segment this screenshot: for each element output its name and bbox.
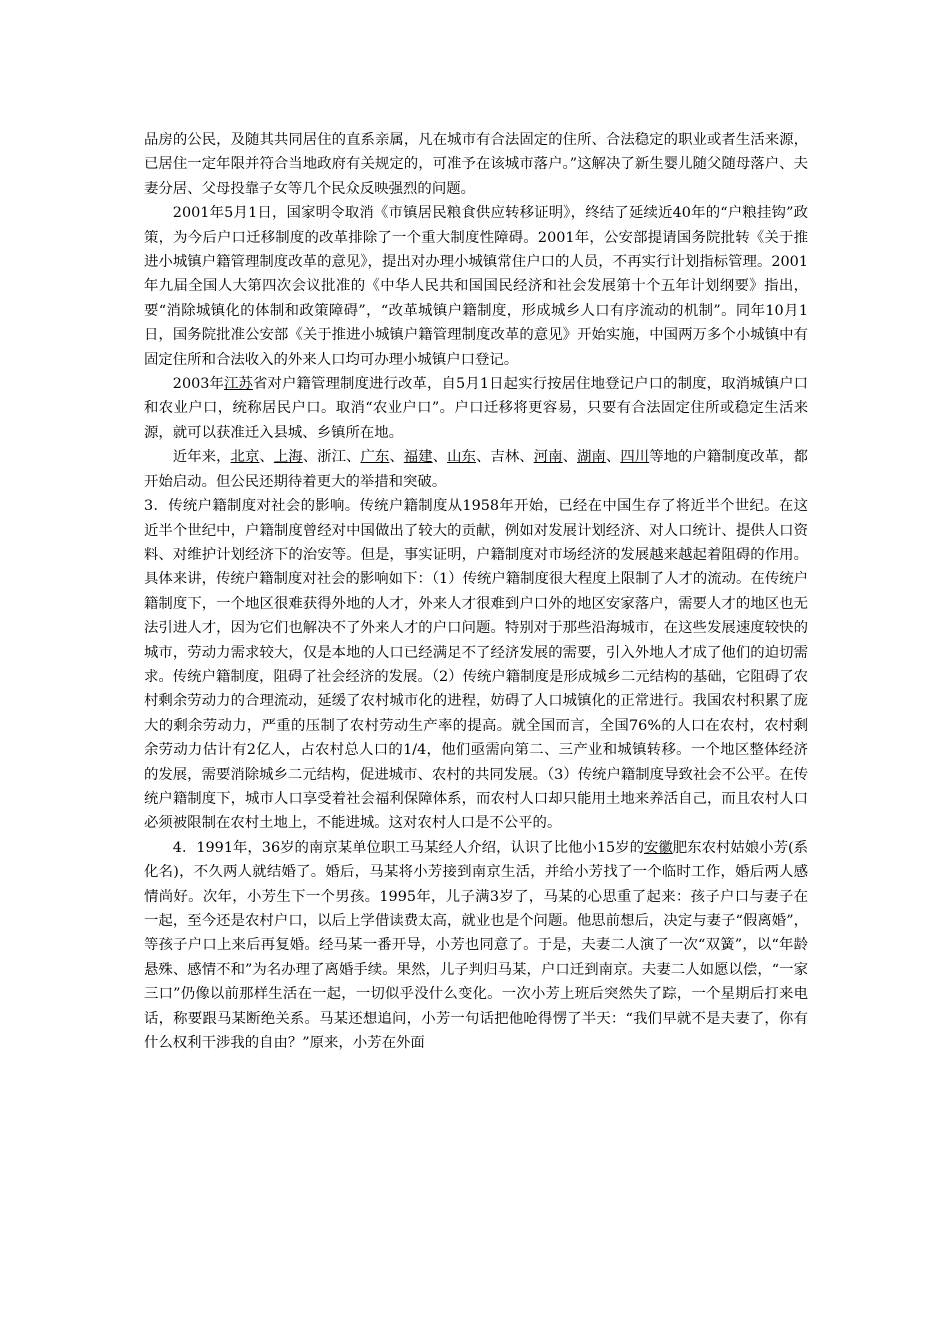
paragraph-3: [144, 372, 808, 445]
separator: 、: [259, 449, 274, 466]
text-jilin: 、吉林、: [475, 449, 534, 466]
link-guangdong[interactable]: 广东: [360, 449, 390, 466]
link-anhui[interactable]: 安徽: [643, 839, 673, 856]
separator: 、: [432, 449, 448, 466]
separator: 、: [605, 449, 621, 466]
paragraph-6-text-before: 4．1991年，36岁的南京某单位职工马某经人介绍，认识了比他小15岁的: [172, 839, 644, 856]
link-beijing[interactable]: 北京: [230, 449, 260, 466]
paragraph-4-intro: 近年来，: [172, 449, 231, 466]
paragraph-3-text-before: 2003年: [172, 376, 225, 393]
document-page: [144, 128, 808, 1055]
paragraph-4: [144, 445, 808, 494]
link-fujian[interactable]: 福建: [403, 449, 433, 466]
link-jiangsu[interactable]: 江苏: [224, 376, 254, 393]
paragraph-4-outro: 等地的户籍制度改革，都开始启动。但公民还期待着更大的举措和突破。: [144, 449, 808, 490]
separator: 、: [389, 449, 404, 466]
link-shanghai[interactable]: 上海: [273, 449, 303, 466]
link-sichuan[interactable]: 四川: [620, 449, 650, 466]
paragraph-6-text-after: 肥东农村姑娘小芳(系化名)，不久两人就结婚了。婚后，马某将小芳接到南京生活，并给小芳找了一个临时工作，婚后两人感情尚好。次年，小芳生下一个男孩。1995年，儿子满3岁了，马某的心思重了起来：孩子户口与妻子在一起，至今还是农村户口，以后上学借读费太高，就业也是个问题。他思前想后，决定与妻子“假离婚”，等孩子户口上来后再复婚。经马某一番开导，小芳也同意了。于是，夫妻二人演了一次“双簧”，以“年龄悬殊、感情不和”为名办理了离婚手续。果然，儿子判归马某，户口迁到南京。夫妻二人如愿以偿，“一家三口”仍像以前那样生活在一起，一切似乎没什么变化。一次小芳上班后突然失了踪，一个星期后打来电话，称要跟马某断绝关系。马某还想追问，小芳一句话把他呛得愣了半天：“我们早就不是夫妻了，你有什么权利干涉我的自由？”原来，小芳在外面: [144, 839, 808, 1052]
paragraph-6: [144, 836, 808, 1056]
text-zhejiang: 、浙江、: [302, 449, 361, 466]
link-henan[interactable]: 河南: [533, 449, 563, 466]
link-hunan[interactable]: 湖南: [577, 449, 606, 466]
separator: 、: [562, 449, 577, 466]
paragraph-2: 2001年5月1日，国家明令取消《市镇居民粮食供应转移证明》，终结了延续近40年的“户粮挂钩”政策，为今后户口迁移制度的改革排除了一个重大制度性障碍。2001年，公安部提请国务院批转《关于推进小城镇户籍管理制度改革的意见》，提出对办理小城镇常住户口的人员，不再实行计划指标管理。2001年九届全国人大第四次会议批准的《中华人民共和国国民经济和社会发展第十个五年计划纲要》指出，要“消除城镇化的体制和政策障碍”，“改革城镇户籍制度，形成城乡人口有序流动的机制”。同年10月1日，国务院批准公安部《关于推进小城镇户籍管理制度改革的意见》开始实施，中国两万多个小城镇中有固定住所和合法收入的外来人口均可办理小城镇户口登记。: [144, 205, 808, 368]
paragraph-3-text-after: 省对户籍管理制度进行改革，自5月1日起实行按居住地登记户口的制度，取消城镇户口和农业户口，统称居民户口。取消“农业户口”。户口迁移将更容易，只要有合法固定住所或稳定生活来源，就可以获准迁入县城、乡镇所在地。: [144, 376, 808, 441]
paragraph-5: 3．传统户籍制度对社会的影响。传统户籍制度从1958年开始，已经在中国生存了将近半个世纪。在这近半个世纪中，户籍制度曾经对中国做出了较大的贡献，例如对发展计划经济、对人口统计、提供人口资料、对维护计划经济下的治安等。但是，事实证明，户籍制度对市场经济的发展越来越起着阻碍的作用。具体来讲，传统户籍制度对社会的影响如下：（1）传统户籍制度很大程度上限制了人才的流动。在传统户籍制度下，一个地区很难获得外地的人才，外来人才很难到户口外的地区安家落户，需要人才的地区也无法引进人才，因为它们也解决不了外来人才的户口问题。特别对于那些沿海城市，在这些发展速度较快的城市，劳动力需求较大，仅是本地的人口已经满足不了经济发展的需要，引入外地人才成了他们的迫切需求。传统户籍制度，阻碍了社会经济的发展。（2）传统户籍制度是形成城乡二元结构的基础，它阻碍了农村剩余劳动力的合理流动，延缓了农村城市化的进程，妨碍了人口城镇化的正常进行。我国农村积累了庞大的剩余劳动力，严重的压制了农村劳动生产率的提高。就全国而言，全国76%的人口在农村，农村剩余劳动力估计有2亿人，占农村总人口的1/4，他们亟需向第二、三产业和城镇转移。一个地区整体经济的发展，需要消除城乡二元结构，促进城市、农村的共同发展。（3）传统户籍制度导致社会不公平。在传统户籍制度下，城市人口享受着社会福利保障体系，而农村人口却只能用土地来养活自己，而且农村人口必须被限制在农村土地上，不能进城。这对农村人口是不公平的。: [144, 498, 808, 832]
paragraph-1: 品房的公民，及随其共同居住的直系亲属，凡在城市有合法固定的住所、合法稳定的职业或者生活来源，已居住一定年限并符合当地政府有关规定的，可准予在该城市落户。”这解决了新生婴儿随父随母落户、夫妻分居、父母投靠子女等几个民众反映强烈的问题。: [144, 132, 808, 197]
link-shandong[interactable]: 山东: [447, 449, 476, 466]
